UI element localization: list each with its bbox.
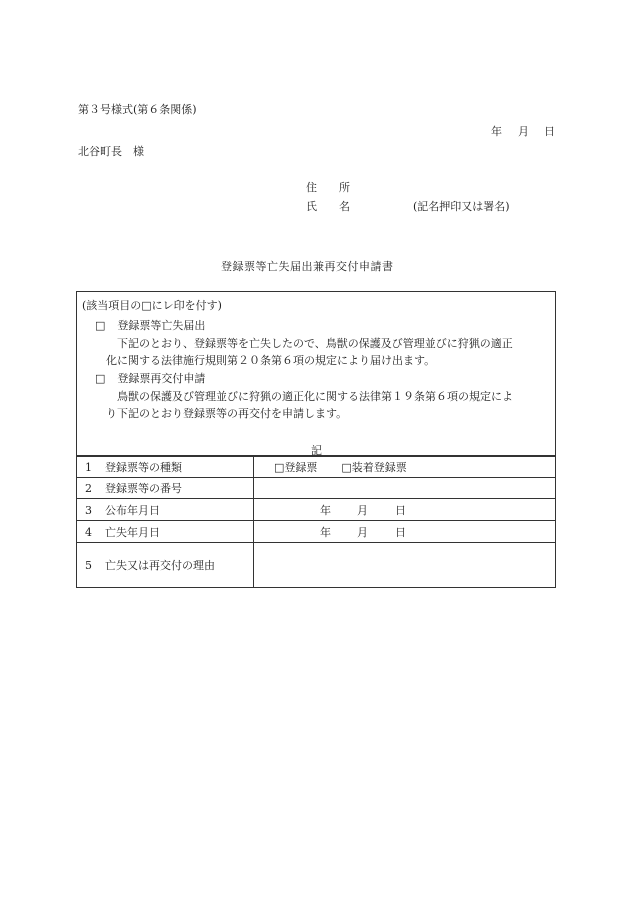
- date-year: 年: [491, 125, 502, 138]
- option-reissue-text-1: 鳥獣の保護及び管理並びに狩猟の適正化に関する法律第１９条第６項の規定によ: [117, 390, 513, 403]
- checkbox-reissue[interactable]: □: [95, 372, 106, 385]
- detail-table: [76, 456, 556, 588]
- form-number: 第３号様式(第６条関係): [78, 103, 197, 116]
- option-reissue: [95, 370, 205, 386]
- option-reissue-label: 登録票再交付申請: [117, 372, 206, 385]
- checkbox-lost-report[interactable]: □: [95, 319, 106, 332]
- date-month: 月: [518, 125, 529, 138]
- applicant-block: [306, 179, 510, 217]
- type-field: [254, 457, 556, 478]
- address-row: [306, 179, 366, 198]
- reason-field[interactable]: [254, 543, 556, 588]
- address-label: 住 所: [306, 181, 350, 194]
- issue-date-field[interactable]: 年 月 日: [254, 499, 556, 521]
- table-row: [77, 478, 556, 499]
- option-lost-report-label: 登録票等亡失届出: [117, 319, 206, 332]
- instruction-note: (該当項目の□にレ印を付す): [82, 299, 222, 312]
- table-row: [77, 499, 556, 521]
- row-label: 2 登録票等の番号: [77, 478, 254, 499]
- seal-note: (記名押印又は署名): [413, 200, 510, 213]
- application-type-box: [76, 291, 556, 456]
- name-row: [306, 198, 510, 217]
- table-row: [77, 521, 556, 543]
- submission-date: [491, 123, 555, 139]
- option-lost-report-text-2: 化に関する法律施行規則第２０条第６項の規定により届け出ます。: [106, 354, 436, 367]
- row-label: 5 亡失又は再交付の理由: [77, 543, 254, 588]
- date-day: 日: [544, 125, 555, 138]
- name-label: 氏 名: [306, 200, 350, 213]
- lost-date-field[interactable]: 年 月 日: [254, 521, 556, 543]
- option-lost-report: [95, 317, 205, 333]
- card-number-field[interactable]: [254, 478, 556, 499]
- ki-heading: 記: [311, 444, 322, 457]
- option-reissue-text-2: り下記のとおり登録票等の再交付を申請します。: [106, 407, 348, 420]
- addressee: 北谷町長 様: [78, 145, 144, 158]
- row-label: 3 公布年月日: [77, 499, 254, 521]
- checkbox-registration-card[interactable]: □登録票: [274, 461, 318, 474]
- option-lost-report-text-1: 下記のとおり、登録票等を亡失したので、鳥獣の保護及び管理並びに狩猟の適正: [117, 337, 513, 350]
- row-label: 4 亡失年月日: [77, 521, 254, 543]
- row-label: 1 登録票等の種類: [77, 457, 254, 478]
- table-row: [77, 543, 556, 588]
- table-row: [77, 457, 556, 478]
- document-title: 登録票等亡失届出兼再交付申請書: [221, 260, 394, 273]
- checkbox-wearable-card[interactable]: □装着登録票: [341, 461, 407, 474]
